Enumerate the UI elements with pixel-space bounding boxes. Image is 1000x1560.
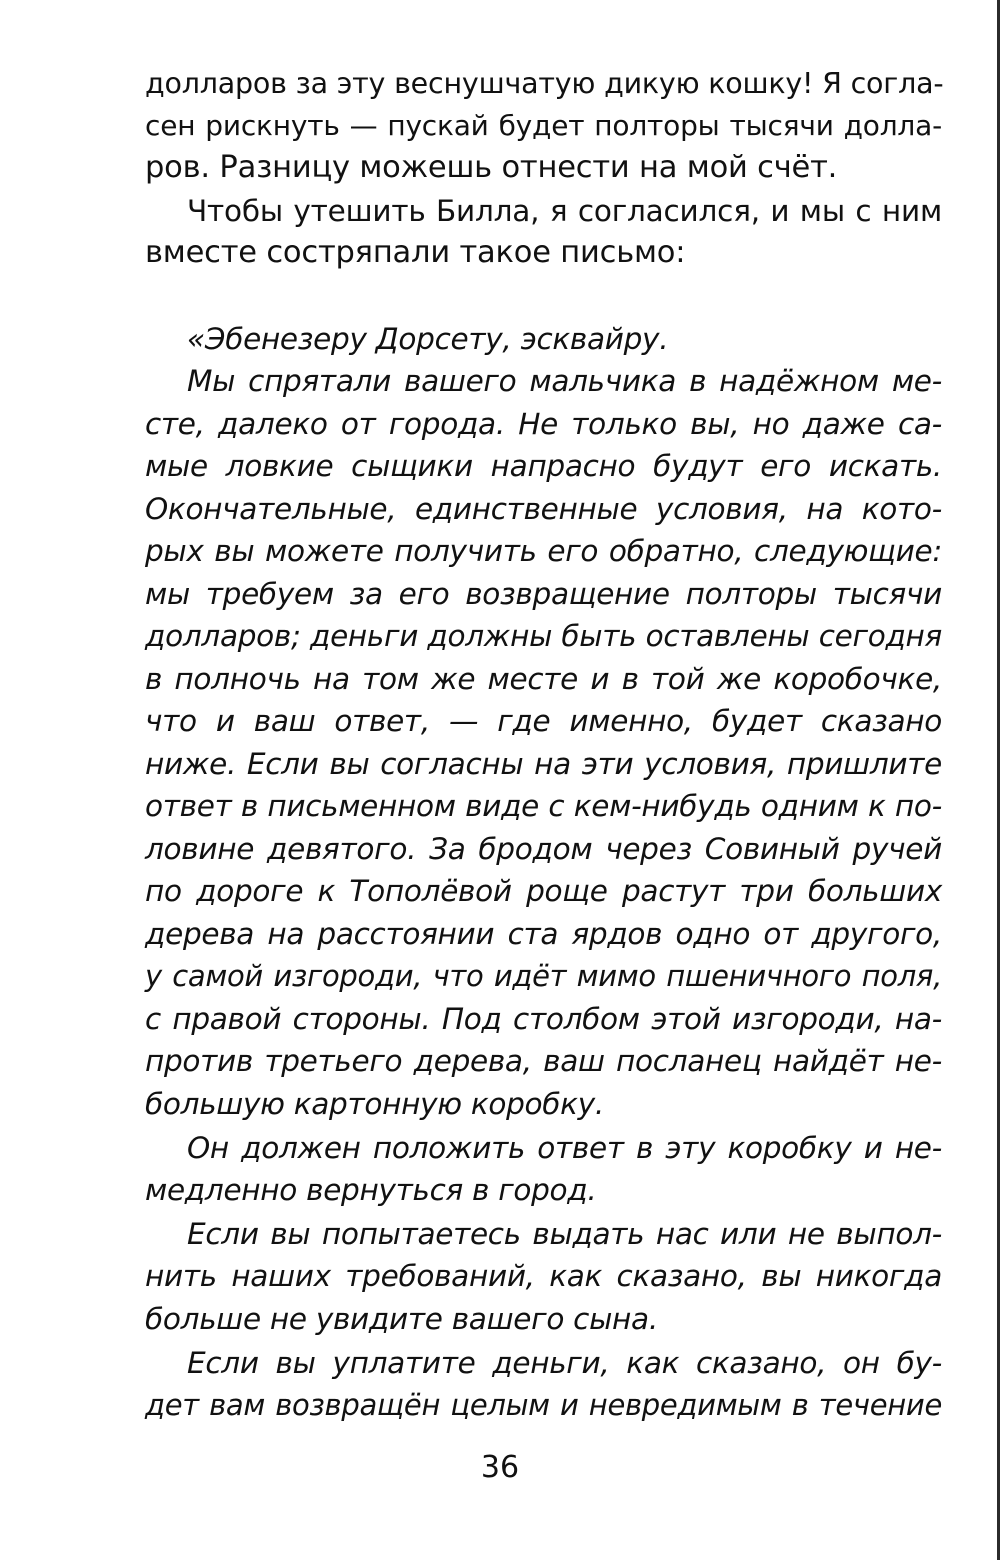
text-line: Чтобы утешить Билла, я согласился, и мы с ним bbox=[187, 194, 942, 228]
letter-line: ниже. Если вы согласны на эти условия, пришлите bbox=[145, 747, 942, 781]
letter-line: нить наших требований, как сказано, вы никогда bbox=[145, 1259, 942, 1293]
text-line: сен рискнуть — пускай будет полторы тысячи долла- bbox=[145, 109, 942, 142]
text-line: ров. Разницу можешь отнести на мой счёт. bbox=[145, 150, 838, 185]
letter-line: Если вы уплатите деньги, как сказано, он бу- bbox=[187, 1346, 942, 1380]
text-line: долларов за эту веснушчатую дикую кошку! Я согла- bbox=[145, 67, 944, 100]
letter-line: больше не увидите вашего сына. bbox=[145, 1302, 658, 1336]
letter-line: против третьего дерева, ваш посланец найдёт не- bbox=[145, 1044, 942, 1078]
letter-line: Он должен положить ответ в эту коробку и не- bbox=[187, 1131, 942, 1165]
letter-line: мые ловкие сыщики напрасно будут его искать. bbox=[145, 449, 942, 483]
letter-line: медленно вернуться в город. bbox=[145, 1173, 597, 1207]
page-number: 36 bbox=[480, 1450, 520, 1485]
letter-line: ловине девятого. За бродом через Совиный ручей bbox=[145, 832, 942, 866]
letter-line: Окончательные, единственные условия, на кото- bbox=[145, 492, 942, 526]
letter-salutation: «Эбенезеру Дорсету, эсквайру. bbox=[187, 322, 669, 356]
letter-line: долларов; деньги должны быть оставлены сегодня bbox=[145, 619, 942, 653]
letter-line: мы требуем за его возвращение полторы тысячи bbox=[145, 577, 942, 611]
letter-line: дет вам возвращён целым и невредимым в течение bbox=[145, 1388, 942, 1422]
letter-line: с правой стороны. Под столбом этой изгороди, на- bbox=[145, 1002, 942, 1036]
letter-line: рых вы можете получить его обратно, следующие: bbox=[145, 534, 942, 568]
letter-line: по дороге к Тополёвой роще растут три больших bbox=[145, 874, 942, 908]
letter-line: ответ в письменном виде с кем-нибудь одним к по- bbox=[145, 789, 942, 823]
letter-line: дерева на расстоянии ста ярдов одно от другого, bbox=[145, 917, 942, 951]
letter-line: сте, далеко от города. Не только вы, но даже са- bbox=[145, 407, 942, 441]
text-line: вместе состряпали такое письмо: bbox=[145, 235, 686, 270]
letter-line: Если вы попытаетесь выдать нас или не выпол- bbox=[187, 1217, 942, 1251]
letter-line: большую картонную коробку. bbox=[145, 1087, 604, 1121]
letter-line: у самой изгороди, что идёт мимо пшеничного поля, bbox=[145, 959, 942, 993]
letter-line: что и ваш ответ, — где именно, будет сказано bbox=[145, 704, 942, 738]
letter-line: в полночь на том же месте и в той же коробочке, bbox=[145, 662, 942, 696]
letter-line: Мы спрятали вашего мальчика в надёжном ме- bbox=[187, 364, 942, 398]
